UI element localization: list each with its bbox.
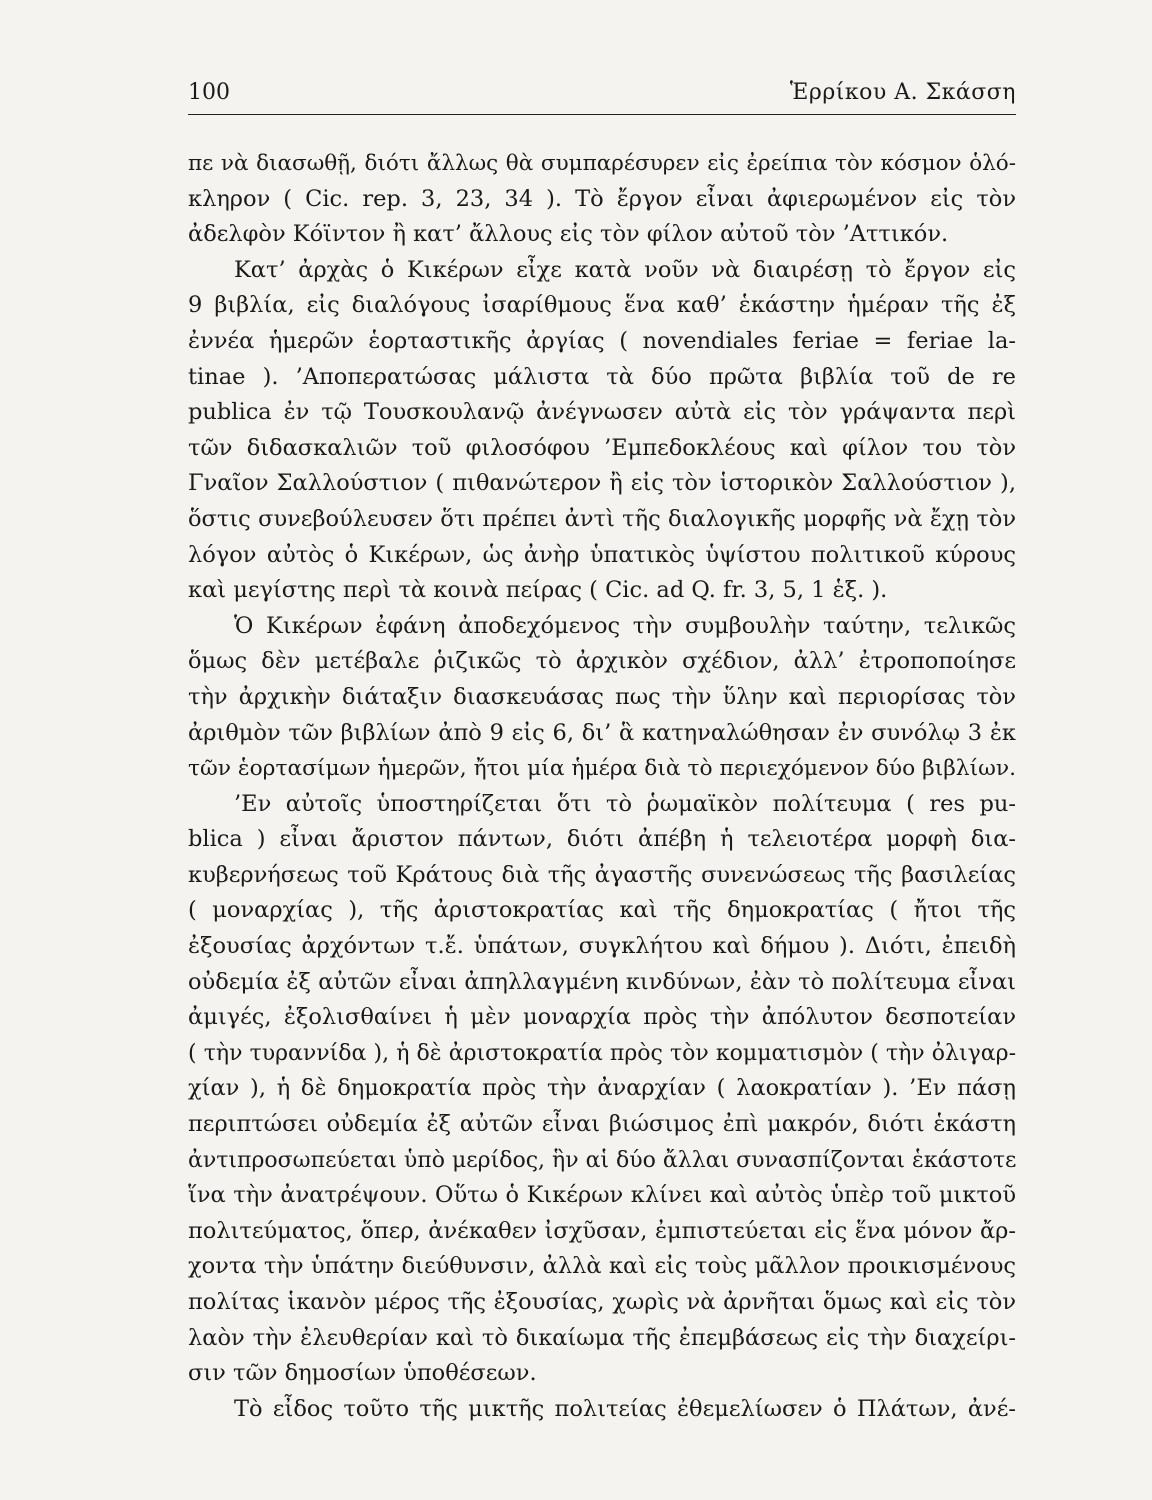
text-line: ( μοναρχίας ), τῆς ἀριστοκρατίας καὶ τῆς δημοκρατίας ( ἤτοι τῆς xyxy=(188,897,1016,924)
text-line: ὅστις συνεβούλευσεν ὅτι πρέπει ἀντὶ τῆς διαλογικῆς μορφῆς νὰ ἔχῃ τὸν xyxy=(188,505,1016,532)
text-line: ἀριθμὸν τῶν βιβλίων ἀπὸ 9 εἰς 6, δι’ ἃ κατηναλώθησαν ἐν συνόλῳ 3 ἐκ xyxy=(188,719,1016,746)
text-line: ἵνα τὴν ἀνατρέψουν. Οὕτω ὁ Κικέρων κλίνει καὶ αὐτὸς ὑπὲρ τοῦ μικτοῦ xyxy=(188,1182,1016,1209)
text-line: τῶν ἑορτασίμων ἡμερῶν, ἤτοι μία ἡμέρα διὰ τὸ περιεχόμενον δύο βιβλίων. xyxy=(188,756,1016,782)
text-line: Κατ’ ἀρχὰς ὁ Κικέρων εἶχε κατὰ νοῦν νὰ διαιρέσῃ τὸ ἔργον εἰς xyxy=(234,256,1016,283)
text-line: περιπτώσει οὐδεμία ἐξ αὐτῶν εἶναι βιώσιμος ἐπὶ μακρόν, διότι ἑκάστη xyxy=(188,1111,1016,1138)
page-number: 100 xyxy=(188,80,230,105)
text-line: κληρον ( Cic. rep. 3, 23, 34 ). Τὸ ἔργον εἶναι ἀφιερωμένον εἰς τὸν xyxy=(188,185,1016,212)
text-line: ἀμιγές, ἐξολισθαίνει ἡ μὲν μοναρχία πρὸς τὴν ἀπόλυτον δεσποτείαν xyxy=(188,1004,1016,1031)
text-line: ἀντιπροσωπεύεται ὑπὸ μερίδος, ἣν αἱ δύο ἄλλαι συνασπίζονται ἑκάστοτε xyxy=(188,1147,1016,1173)
text-line: τῶν διδασκαλιῶν τοῦ φιλοσόφου ’Εμπεδοκλέους καὶ φίλον του τὸν xyxy=(188,434,1016,461)
text-line: ἀδελφὸν Κόϊντον ἢ κατ’ ἄλλους εἰς τὸν φίλον αὐτοῦ τὸν ’Αττικόν. xyxy=(188,221,949,248)
text-line: κυβερνήσεως τοῦ Κράτους διὰ τῆς ἀγαστῆς συνενώσεως τῆς βασιλείας xyxy=(188,861,1016,888)
body-text xyxy=(188,146,1016,1427)
text-line: πολιτεύματος, ὅπερ, ἀνέκαθεν ἰσχῦσαν, ἐμπιστεύεται εἰς ἕνα μόνον ἄρ- xyxy=(188,1217,1016,1244)
running-head: Ἑρρίκου Α. Σκάσση xyxy=(789,80,1016,105)
text-line: λόγον αὐτὸς ὁ Κικέρων, ὡς ἀνὴρ ὑπατικὸς ὑψίστου πολιτικοῦ κύρους xyxy=(188,541,1016,568)
text-line: καὶ μεγίστης περὶ τὰ κοινὰ πείρας ( Cic. ad Q. fr. 3, 5, 1 ἑξ. ). xyxy=(188,577,888,604)
text-line: publica ἐν τῷ Τουσκουλανῷ ἀνέγνωσεν αὐτὰ εἰς τὸν γράψαντα περὶ xyxy=(188,399,1016,426)
text-line: ἐννέα ἡμερῶν ἑορταστικῆς ἀργίας ( novendiales feriae = feriae la- xyxy=(188,327,1016,354)
text-line: Ὁ Κικέρων ἐφάνη ἀποδεχόμενος τὴν συμβουλὴν ταύτην, τελικῶς xyxy=(234,612,1016,639)
text-line: 9 βιβλία, εἰς διαλόγους ἰσαρίθμους ἕνα καθ’ ἑκάστην ἡμέραν τῆς ἐξ xyxy=(188,292,1016,319)
text-line: tinae ). ’Αποπερατώσας μάλιστα τὰ δύο πρῶτα βιβλία τοῦ de re xyxy=(188,363,1016,390)
text-line: χοντα τὴν ὑπάτην διεύθυνσιν, ἀλλὰ καὶ εἰς τοὺς μᾶλλον προικισμένους xyxy=(188,1253,1016,1280)
text-line: ’Εν αὐτοῖς ὑποστηρίζεται ὅτι τὸ ῥωμαϊκὸν πολίτευμα ( res pu- xyxy=(234,790,1016,817)
text-line: Τὸ εἶδος τοῦτο τῆς μικτῆς πολιτείας ἐθεμελίωσεν ὁ Πλάτων, ἀνέ- xyxy=(234,1395,1016,1422)
text-line: Γναῖον Σαλλούστιον ( πιθανώτερον ἢ εἰς τὸν ἱστορικὸν Σαλλούστιον ), xyxy=(188,470,1016,497)
text-line: blica ) εἶναι ἄριστον πάντων, διότι ἀπέβη ἡ τελειοτέρα μορφὴ δια- xyxy=(188,826,1016,853)
text-line: ἐξουσίας ἀρχόντων τ.ἔ. ὑπάτων, συγκλήτου καὶ δήμου ). Διότι, ἐπειδὴ xyxy=(188,933,1016,960)
text-line: σιν τῶν δημοσίων ὑποθέσεων. xyxy=(188,1360,537,1387)
text-line: πε νὰ διασωθῇ, διότι ἄλλως θὰ συμπαρέσυρεν εἰς ἐρείπια τὸν κόσμον ὁλό- xyxy=(188,151,1016,176)
text-line: λαὸν τὴν ἐλευθερίαν καὶ τὸ δικαίωμα τῆς ἐπεμβάσεως εἰς τὴν διαχείρι- xyxy=(188,1324,1016,1351)
text-line: ( τὴν τυραννίδα ), ἡ δὲ ἀριστοκρατία πρὸς τὸν κομματισμὸν ( τὴν ὀλιγαρ- xyxy=(188,1040,1016,1066)
text-line: πολίτας ἱκανὸν μέρος τῆς ἐξουσίας, χωρὶς νὰ ἀρνῆται ὅμως καὶ εἰς τὸν xyxy=(188,1289,1016,1315)
text-line: οὐδεμία ἐξ αὐτῶν εἶναι ἀπηλλαγμένη κινδύνων, ἐὰν τὸ πολίτευμα εἶναι xyxy=(188,968,1016,995)
text-line: τὴν ἀρχικὴν διάταξιν διασκευάσας πως τὴν ὕλην καὶ περιορίσας τὸν xyxy=(188,683,1016,710)
text-line: χίαν ), ἡ δὲ δημοκρατία πρὸς τὴν ἀναρχίαν ( λαοκρατίαν ). ’Εν πάσῃ xyxy=(188,1075,1016,1102)
text-line: ὅμως δὲν μετέβαλε ῥιζικῶς τὸ ἀρχικὸν σχέδιον, ἀλλ’ ἐτροποποίησε xyxy=(188,648,1016,675)
page-header xyxy=(188,74,1016,115)
